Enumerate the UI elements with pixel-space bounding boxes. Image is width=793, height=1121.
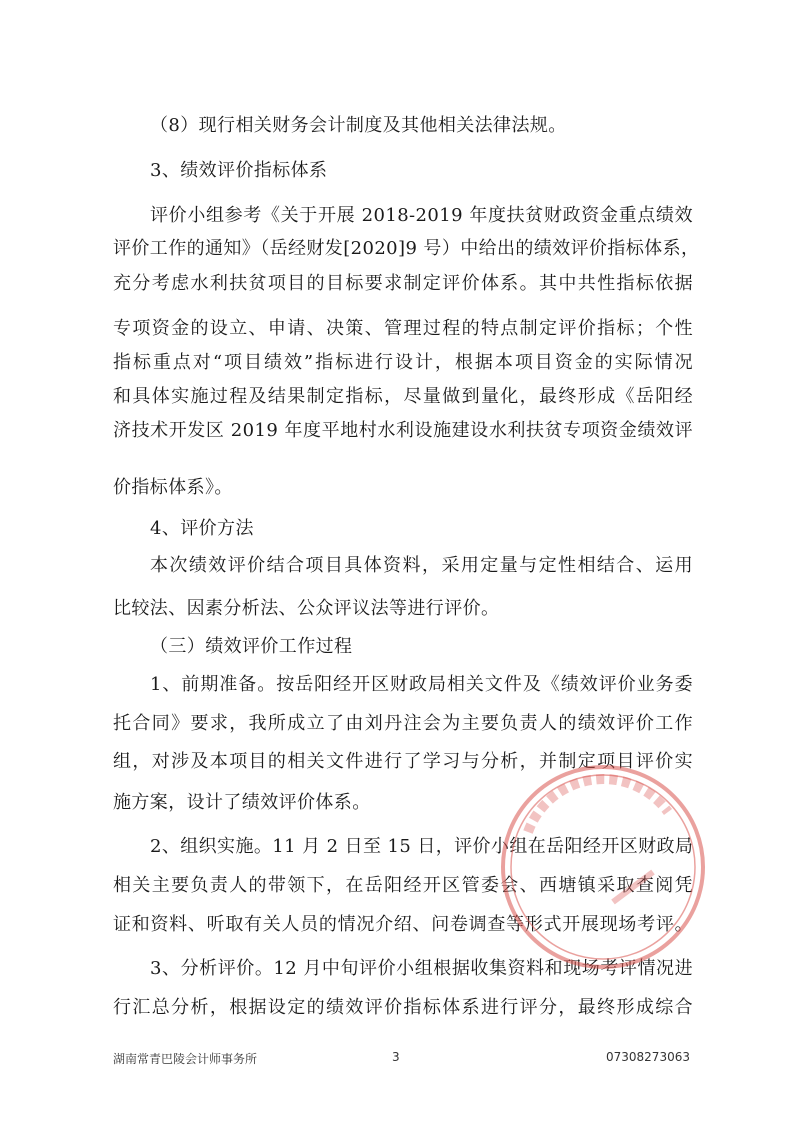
paragraph-line: 2、组织实施。11 月 2 日至 15 日，评价小组在岳阳经开区财政局: [150, 836, 694, 857]
paragraph-line: 充分考虑水利扶贫项目的目标要求制定评价体系。其中共性指标依据: [113, 273, 693, 294]
paragraph-line: 施方案，设计了绩效评价体系。: [113, 792, 371, 813]
footer-firm-name: 湖南常青巴陵会计师事务所: [113, 1052, 258, 1066]
paragraph-line: 评价工作的通知》（岳经财发[2020]9 号）中给出的绩效评价指标体系，: [113, 238, 700, 259]
section-heading: 4、评价方法: [150, 518, 254, 539]
section-heading: （三）绩效评价工作过程: [150, 636, 353, 657]
paragraph-line: 评价小组参考《关于开展 2018-2019 年度扶贫财政资金重点绩效: [150, 205, 693, 226]
paragraph-line: 济技术开发区 2019 年度平地村水利设施建设水利扶贫专项资金绩效评: [113, 420, 693, 441]
paragraph-line: 行汇总分析，根据设定的绩效评价指标体系进行评分，最终形成综合: [113, 997, 693, 1018]
paragraph-line: 组，对涉及本项目的相关文件进行了学习与分析，并制定项目评价实: [113, 751, 693, 772]
paragraph-line: 相关主要负责人的带领下，在岳阳经开区管委会、西塘镇采取查阅凭: [113, 875, 693, 896]
paragraph-line: 证和资料、听取有关人员的情况介绍、问卷调查等形式开展现场考评。: [113, 914, 693, 935]
paragraph-line: 3、分析评价。12 月中旬评价小组根据收集资料和现场考评情况进: [150, 958, 693, 979]
paragraph-line: 本次绩效评价结合项目具体资料，采用定量与定性相结合、运用: [150, 555, 693, 576]
paragraph-line: 专项资金的设立、申请、决策、管理过程的特点制定评价指标；个性: [113, 318, 693, 339]
paragraph-line: 和具体实施过程及结果制定指标，尽量做到量化，最终形成《岳阳经: [113, 386, 693, 407]
paragraph-line: 指标重点对“项目绩效”指标进行设计，根据本项目资金的实际情况: [113, 352, 693, 373]
footer-page-number: 3: [392, 1050, 400, 1064]
official-seal-icon: [488, 752, 718, 982]
paragraph-line: （8）现行相关财务会计制度及其他相关法律法规。: [150, 115, 567, 136]
paragraph-line: 价指标体系》。: [113, 477, 233, 498]
footer-phone: 07308273063: [606, 1050, 690, 1064]
paragraph-line: 1、前期准备。按岳阳经开区财政局相关文件及《绩效评价业务委: [150, 674, 693, 695]
paragraph-line: 托合同》要求，我所成立了由刘丹注会为主要负责人的绩效评价工作: [113, 713, 693, 734]
paragraph-line: 比较法、因素分析法、公众评议法等进行评价。: [113, 598, 500, 619]
section-heading: 3、绩效评价指标体系: [150, 160, 328, 181]
